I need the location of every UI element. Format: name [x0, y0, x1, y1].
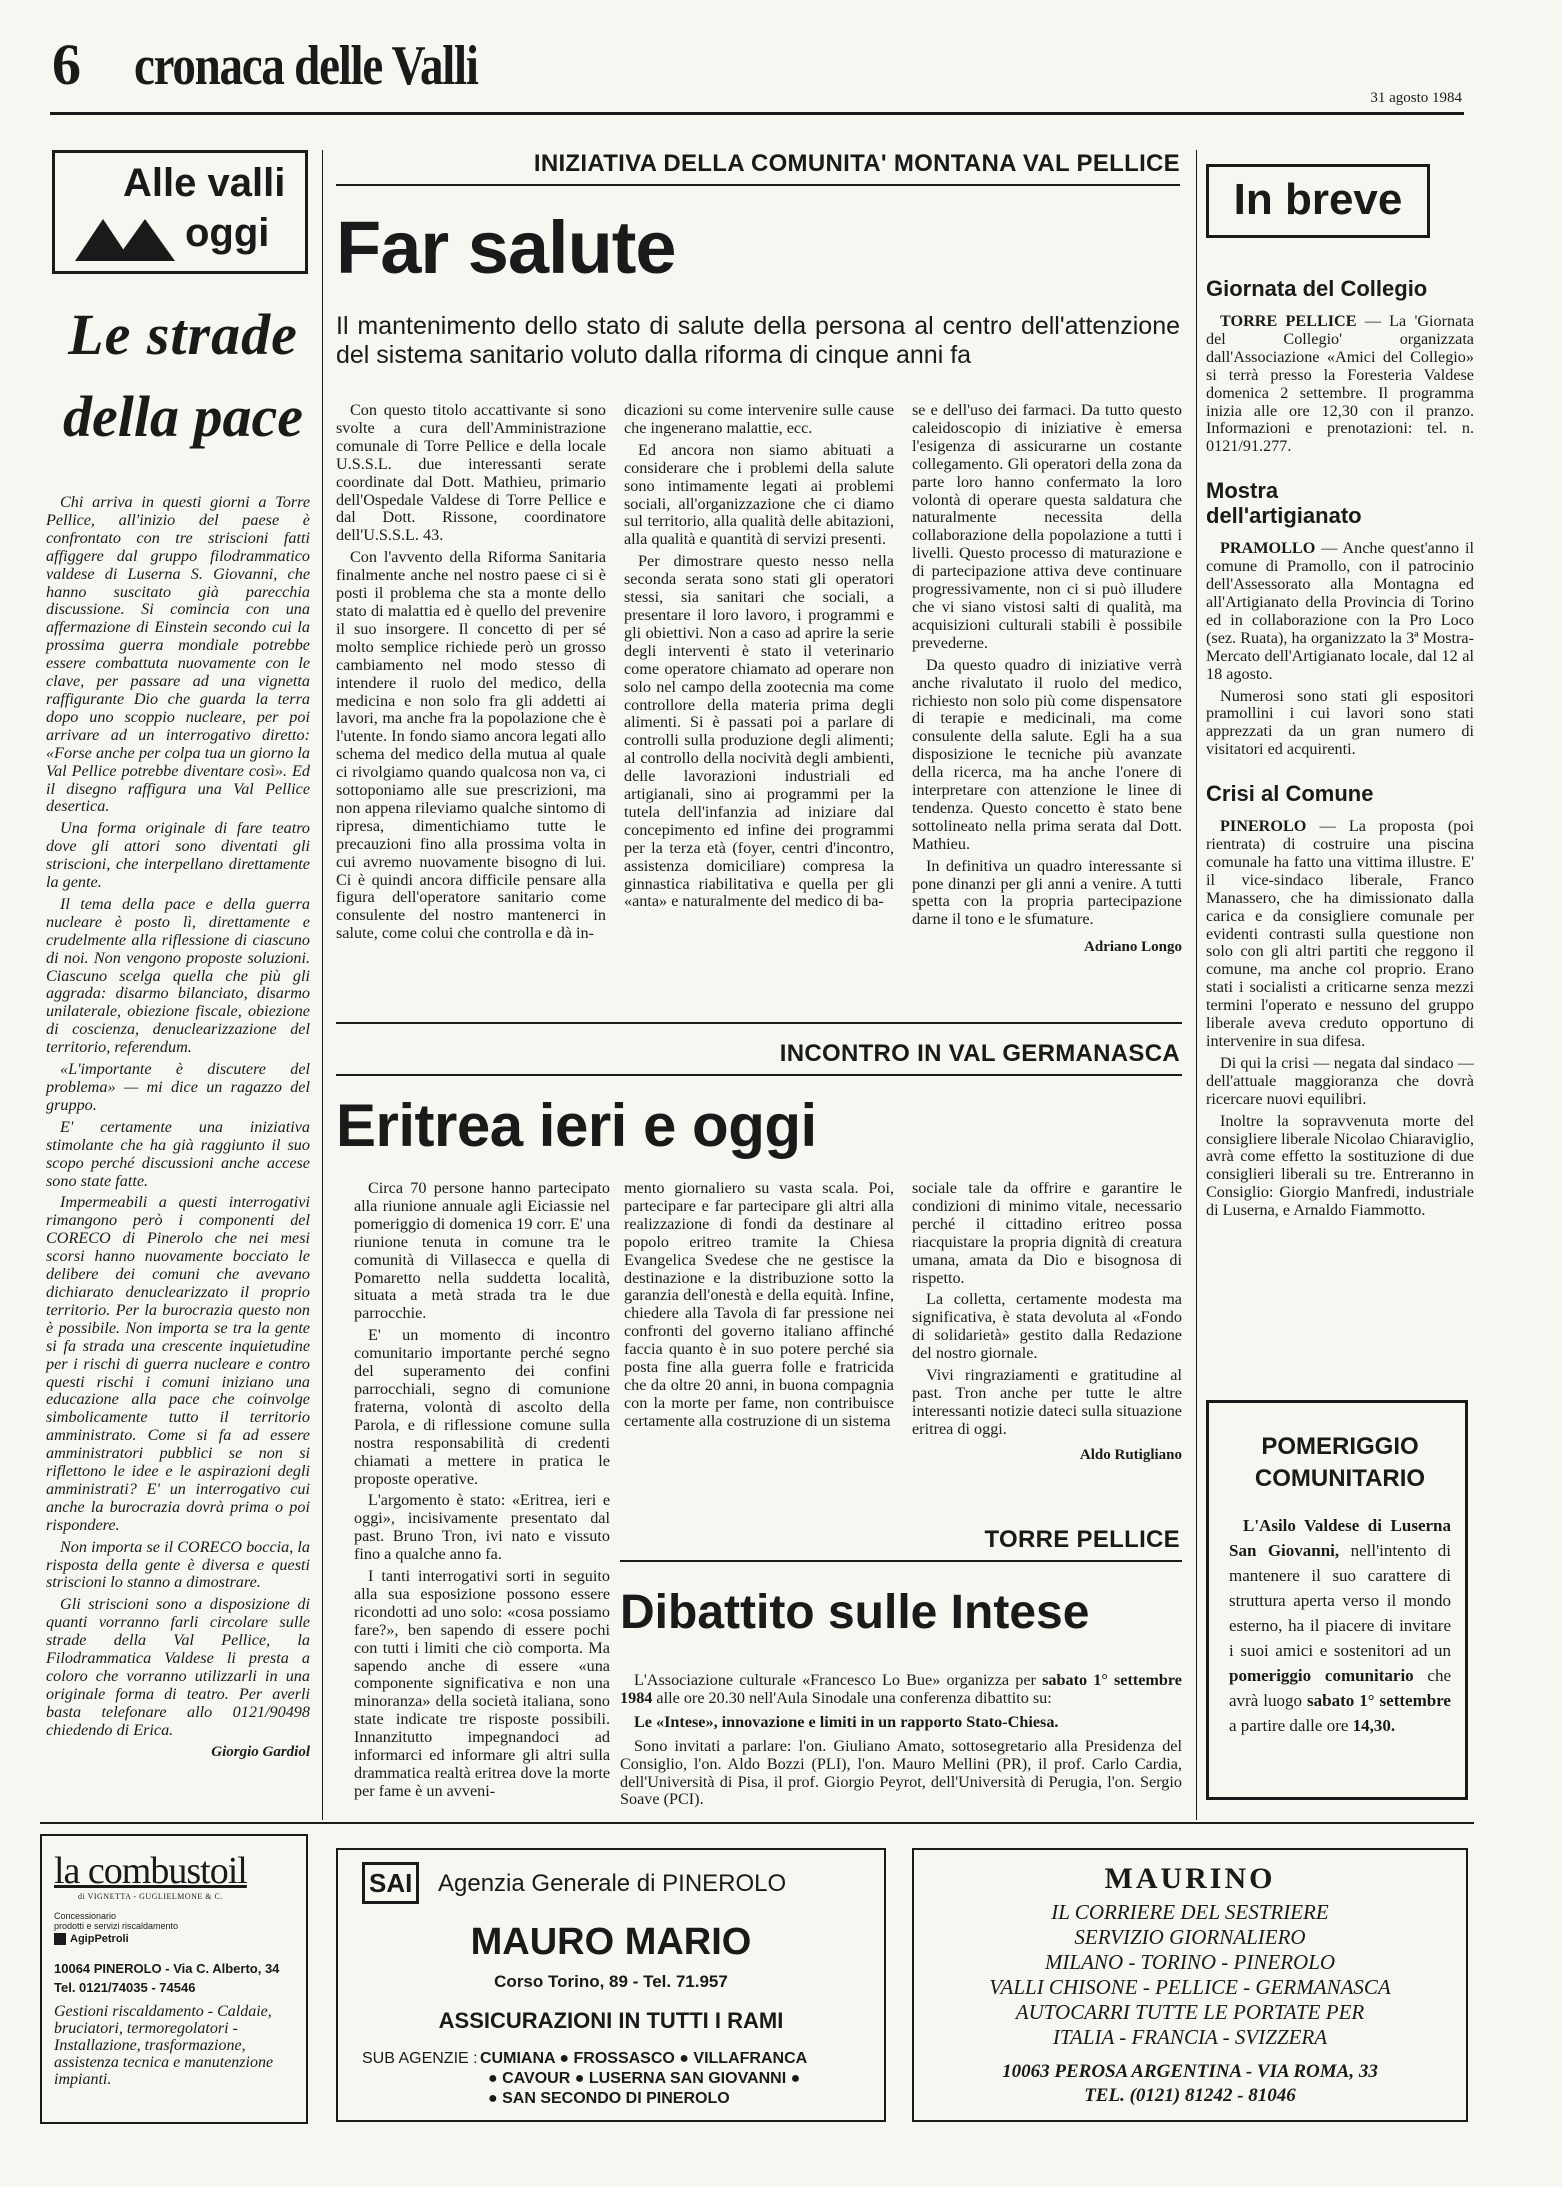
paragraph: Con questo titolo accattivante si sono svolte a cura dell'Amministrazione comunale di Torre Pellice e della locale U.S.S.L. due interessanti serate coordinate dal Dott. Mathieu, primario dell'Ospedale Valdese di Torre Pellice e dal Dott. Rissone, coordinatore dell'U.S.S.L. 43.	[336, 401, 606, 545]
brief-title: Mostra dell'artigianato	[1206, 478, 1362, 529]
paragraph: Sono invitati a parlare: l'on. Giuliano Amato, sottosegretario alla Presidenza del Consiglio, l'on. Aldo Bozzi (PLI), l'on. Mauro Mellini (PR), il prof. Carlo Cardia, dell'Università di Pisa, il prof. Giorgio Peyrot, dell'Università di Perugia, l'on. Sergio Soave (PCI).	[620, 1736, 1182, 1809]
brand-name: AgipPetroli	[70, 1933, 129, 1945]
maurino-logo: MAURINO	[1104, 1862, 1276, 1895]
paragraph: Ed ancora non siamo abituati a considerare che i problemi della salute sono intimamente legati ai problemi sociali, all'organizzazione che ci diamo sul territorio, alla qualità delle abitazioni, alla qualità e quantità di servizi presenti.	[624, 440, 894, 549]
topic: Le «Intese», innovazione e limiti in un rapporto Stato-Chiesa.	[634, 1712, 1059, 1731]
paragraph: Non importa se il CORECO boccia, la risposta della gente è diversa e questi striscioni lo stanno a dimostrare.	[46, 1537, 310, 1592]
paragraph: Vivi ringraziamenti e gratitudine al past. Tron anche per tutte le altre interessanti notizie dateci sulla situazione eritrea di oggi.	[912, 1366, 1182, 1438]
author: Giorgio Gardiol	[211, 1743, 310, 1760]
maurino-line: SERVIZIO GIORNALIERO	[1074, 1925, 1306, 1949]
paragraph: sociale tale da offrire e garantire le condizioni di minimo vitale, necessario perché il cittadino eritreo possa riacquistare la propria dignità di creatura umana, amata da Dio e bisognosa di rispetto.	[912, 1179, 1182, 1287]
mountains-icon	[75, 215, 185, 261]
in-breve-title: In breve	[1233, 175, 1403, 224]
intese-kicker: TORRE PELLICE	[984, 1526, 1180, 1553]
maurino-line: VALLI CHISONE - PELLICE - GERMANASCA	[989, 1975, 1391, 1999]
text: L'Associazione culturale «Francesco Lo Bue» organizza per	[634, 1671, 1043, 1689]
text: 14,30.	[1352, 1716, 1396, 1735]
kicker-rule	[336, 1074, 1182, 1076]
far-salute-headline: Far salute	[336, 206, 676, 289]
text: L'Asilo Valdese di Luserna San Giovanni,	[1229, 1516, 1451, 1560]
paragraph: Da questo quadro di iniziative verrà anche rivalutato il ruolo del medico, richiesto non solo più come dispensatore di terapie e medicinali, ma come consulente della salute. Egli ha a sua disposizione le tecniche più avanzate della ricerca, ma ha anche l'onere di interpretare con attenzione le linee di tendenza. Questo concetto è stato bene sottolineato nella prima serata dal Dott. Mathieu.	[912, 655, 1182, 853]
brief-text: Inoltre la sopravvenuta morte del consigliere liberale Nicolao Chiaraviglio, avrà come effetto la sostituzione di due consiglieri liberali su tre. Entreranno in Consiglio: Giorgio Manfredi, industriale di Luserna, e Arnaldo Fiammotto.	[1206, 1111, 1474, 1220]
agip-brand	[54, 1933, 296, 1945]
combustoil-logo-sub: di VIGNETTA - GUGLIELMONE & C.	[78, 1892, 223, 1901]
eritrea-col3	[912, 1180, 1182, 1464]
brief-place: PINEROLO	[1220, 817, 1307, 836]
pomeriggio-title-1: POMERIGGIO	[1261, 1433, 1419, 1460]
maurino-line: MILANO - TORINO - PINEROLO	[1044, 1950, 1336, 1974]
combustoil-logo: la combustoil	[54, 1850, 247, 1892]
paragraph: Il tema della pace e della guerra nucleare è posto lì, direttamente e crudelmente alla riflessione di ciascuno di noi. Non vengono proposte soluzioni. Ciascuno scelga quella che più gli aggrada: disarmo bilanciato, disarmo unilaterale, obiezione fiscale, obiezione di coscienza, denuclearizzazione del territorio, referendum.	[46, 894, 310, 1057]
sai-sub2: ● CAVOUR ● LUSERNA SAN GIOVANNI ●	[488, 2070, 801, 2087]
far-salute-subhead: Il mantenimento dello stato di salute della persona al centro dell'attenzione del sistema sanitario voluto dalla riforma di cinque anni fa	[336, 312, 1180, 369]
sai-sub1: CUMIANA ● FROSSASCO ● VILLAFRANCA	[480, 2050, 808, 2067]
author: Adriano Longo	[1084, 939, 1182, 956]
in-breve-box	[1206, 164, 1430, 238]
brief-text: Numerosi sono stati gli espositori pramollini i cui lavori sono stati apprezzati da un gran numero di visitatori ed acquirenti.	[1206, 686, 1474, 759]
maurino-line: IL CORRIERE DEL SESTRIERE	[1051, 1900, 1329, 1924]
paragraph: E' certamente una iniziativa stimolante che ha già raggiunto il suo scopo perché discussioni anche accese sono state fatte.	[46, 1117, 310, 1190]
masthead-rule	[50, 112, 1464, 115]
text: pomeriggio comunitario	[1229, 1666, 1414, 1685]
paragraph: dicazioni su come intervenire sulle cause che ingenerano malattie, ecc.	[624, 401, 894, 437]
text: sabato 1° settembre	[1307, 1691, 1451, 1710]
paragraph: Gli striscioni sono a disposizione di quanti vorranno farli circolare sulle strade della Val Pellice, la Filodrammatica Valdese li presta a coloro che vorranno utilizzarli in una originale forma di teatro. Per averli basta telefonare allo 0121/90498 chiedendo di Erica.	[46, 1595, 310, 1739]
sai-sub-label: SUB AGENZIE :	[362, 2050, 478, 2067]
far-salute-col2	[624, 402, 894, 915]
paragraph: E' un momento di incontro comunitario importante perché segno del superamento dei confini parrocchiali, segno di comunione fraterna, volontà di ascolto della Parola, e di riflessione comune sulla nostra responsabilità di credenti chiamati a mettere in pratica le proposte operative.	[354, 1326, 610, 1488]
text: sabato 1° settembre 1984	[620, 1671, 1182, 1707]
agip-dog-icon	[54, 1933, 66, 1945]
paragraph: L'argomento è stato: «Eritrea, ieri e oggi», incisivamente presentato dal past. Bruno Tron, ivi nato e vissuto fino a qualche anno fa.	[354, 1491, 610, 1564]
sai-agency: Agenzia Generale di PINEROLO	[438, 1870, 787, 1897]
far-salute-col3	[912, 402, 1182, 956]
maurino-address: 10063 PEROSA ARGENTINA - VIA ROMA, 33	[1002, 2061, 1378, 2082]
text: a partire dalle ore	[1229, 1716, 1353, 1735]
sai-name: MAURO MARIO	[470, 1921, 752, 1963]
ad-combustoil	[40, 1834, 308, 2124]
far-salute-kicker: INIZIATIVA DELLA COMUNITA' MONTANA VAL PELLICE	[533, 150, 1180, 177]
title-line2: della pace	[63, 384, 303, 449]
brief-title: Giornata del Collegio	[1206, 276, 1428, 301]
eritrea-col2	[624, 1180, 894, 1435]
paragraph: se e dell'uso dei farmaci. Da tutto questo caleidoscopio di iniziative è emersa l'esigenza di assicurarne un costante collegamento. Gli operatori della zona da parte loro hanno confermato la loro volontà di operare questa saldatura che naturalmente necessita della collaborazione della popolazione a tutti i livelli. Questo processo di maturazione e di partecipazione attiva deve continuare progressivamente, non ci si può illudere che vi siano vistosi salti di qualità, ma acquisizioni culturali stabili è possibile prevederne.	[912, 401, 1182, 652]
eritrea-kicker: INCONTRO IN VAL GERMANASCA	[779, 1040, 1180, 1067]
text: — La 'Giornata del Collegio' organizzata dall'Associazione «Amici del Collegio» si terrà presso la Foresteria Valdese domenica 2 settembre. Il programma inizia alle ore 12,30 con il pranzo. Informazioni e prenotazioni: tel. n. 0121/91.277.	[1206, 312, 1475, 456]
column-divider	[1196, 150, 1197, 1820]
sai-logo: SAI	[362, 1862, 419, 1904]
paragraph: I tanti interrogativi sorti in seguito alla sua esposizione possono essere ricondotti ad uno solo: «cosa possiamo fare?», ben sapendo di essere pochi con tutti i limiti che ciò comporta. Ma sapendo anche di essere «una componente significativa e non una minoranza» della società italiana, sono state indicate tre risposte possibili. Innanzitutto impegnandoci ad informarci ed informare gli altri sulla drammatica realtà eritrea dove la morte per fame è un avveni-	[354, 1567, 610, 1800]
paragraph: La colletta, certamente modesta ma significativa, è stata devoluta al «Fondo di solidarietà» gestito dalla Redazione del nostro giornale.	[912, 1290, 1182, 1363]
author: Aldo Rutigliano	[1079, 1446, 1182, 1463]
brief-place: PRAMOLLO	[1220, 539, 1316, 558]
brief-text: Di qui la crisi — negata dal sindaco — dell'attuale maggioranza che dovrà ricercare nuovi equilibri.	[1206, 1053, 1474, 1108]
brief-text	[1206, 540, 1474, 683]
combustoil-address: 10064 PINEROLO - Via C. Alberto, 34	[54, 1961, 280, 1976]
left-article-title	[48, 300, 318, 452]
box-line1: Alle valli	[123, 161, 286, 205]
text: che avrà luogo	[1229, 1666, 1452, 1710]
in-breve-column	[1206, 276, 1474, 1224]
combustoil-tag1: Concessionario	[54, 1911, 117, 1921]
ads-rule	[40, 1822, 1474, 1824]
paragraph: mento giornaliero su vasta scala. Poi, partecipare e far partecipare gli altri alla realizzazione di fondi da destinare al popolo eritreo tramite la Chiesa Evangelica Svedese che ne gestisce la destinazione e la distribuzione sotto la garanzia dell'onestà e della equità. Infine, chiedere alla Tavola di far pressione nei confronti del governo italiano affinché faccia quanto è in suo potere perché sia posta fine alla guerra folle e fratricida che da oltre 20 anni, in buona compagnia con la morte per fame, non contribuisce certamente alla costruzione di un sistema	[624, 1179, 894, 1430]
alle-valli-oggi-box	[52, 150, 308, 274]
far-salute-col1	[336, 402, 606, 947]
combustoil-tag2: prodotti e servizi riscaldamento	[54, 1921, 179, 1931]
kicker-rule	[620, 1560, 1182, 1562]
paragraph: Con l'avvento della Riforma Sanitaria finalmente anche nel nostro paese ci si è posti il problema che sta a monte dello stato di malattia ed è quello del prevenire il suo insorgere. Il concetto di per sé molto semplice richiede però un grosso cambiamento nel modo stesso di intendere il ruolo del medico, della medicina e non solo fra gli addetti ai lavori, ma anche fra la popolazione che è l'utente. In fondo siamo ancora legati allo schema del medico della mutua al quale ci rivolgiamo quando qualcosa non va, ci sottoponiamo alle sue prescrizioni, ma non appena rileviamo qualche sintomo di ripresa, dimentichiamo tutte le precauzioni fino alla prossima volta in cui avremo nuovamente bisogno di lui. Ci è quindi ancora difficile pensare alla figura dell'operatore sanitario come consulente del nostro mantenerci in salute, come colui che controlla e dà in-	[336, 548, 606, 943]
text: nell'intento di mantenere il suo carattere di struttura aperta verso il mondo esterno, ha il piacere di invitare i suoi amici e sostenitori ad un	[1229, 1541, 1451, 1660]
intese-body	[620, 1672, 1182, 1813]
combustoil-tel: Tel. 0121/74035 - 74546	[54, 1980, 196, 1995]
pomeriggio-box	[1206, 1400, 1468, 1800]
title-line1: Le strade	[68, 302, 298, 367]
sai-sub3: ● SAN SECONDO DI PINEROLO	[488, 2090, 730, 2107]
paragraph: Una forma originale di fare teatro dove gli attori sono diventati gli striscioni, che interpellano direttamente la gente.	[46, 819, 310, 892]
text: — Anche quest'anno il comune di Pramollo, con il patrocinio dell'Assessorato alla Montagna ed all'Artigianato della Provincia di Torino ed in collaborazione con la Pro Loco (sez. Ruata), ha organizzato la 3ª Mostra-Mercato dell'Artigianato locale, dal 12 al 18 agosto.	[1206, 539, 1474, 683]
paragraph: Impermeabili a questi interrogativi rimangono però i componenti del CORECO di Pinerolo che nei mesi scorsi hanno nuovamente bocciato le delibere dei comuni che avevano dichiarato denuclearizzato il proprio territorio. Per la burocrazia questo non è possibile. Non importa se tra la gente si fa strada una crescente inquietudine per i rischi di guerra nucleare e contro questi rischi i comuni iniziano una educazione alla pace che coinvolge simbolicamente tutto il territorio amministrato. Come si fa ad essere amministratori pubblici se non si riflettono le idee e le aspirazioni degli amministrati? E' un interrogativo cui anche la burocrazia dovrà prima o poi rispondere.	[46, 1193, 310, 1534]
paragraph: «L'importante è discutere del problema» — mi dice un ragazzo del gruppo.	[46, 1060, 310, 1114]
column-divider	[322, 150, 323, 1820]
maurino-line: ITALIA - FRANCIA - SVIZZERA	[1052, 2025, 1328, 2049]
brief-text	[1206, 818, 1474, 1051]
masthead	[52, 30, 1462, 110]
eritrea-headline: Eritrea ieri e oggi	[336, 1092, 817, 1159]
intese-headline: Dibattito sulle Intese	[620, 1586, 1090, 1639]
brief-text	[1206, 313, 1474, 456]
paragraph: Per dimostrare questo nesso nella seconda serata sono stati gli operatori stessi, sia sanitari che sociali, a presentare il loro lavoro, i programmi e gli obiettivi. Non a caso ad aprire la serie degli interventi è stato il veterinario come operatore chiamato ad operare non solo nel campo della zootecnia ma come controllore della materia prima degli alimenti. Si è passati poi a parlare di controlli sulla produzione degli alimenti; al controllo della nocività degli ambienti, delle lavorazioni industriali ed artigianali, sino ai programmi per la tutela dell'infanzia ad iniziare dal concepimento ed infine dei programmi per la terza età (foyer, centri d'incontro, assistenza domiciliare) compresa la ginnastica riabilitativa e quella per gli «anta» e naturalmente del medico di ba-	[624, 552, 894, 911]
paragraph	[620, 1672, 1182, 1708]
maurino-line: AUTOCARRI TUTTE LE PORTATE PER	[1015, 2000, 1365, 2024]
pomeriggio-title-2: COMUNITARIO	[1254, 1465, 1426, 1492]
paragraph: In definitiva un quadro interessante si pone dinanzi per gli anni a venire. A tutti spetta con la propria partecipazione darne il tono e le sfumature.	[912, 856, 1182, 929]
text: — La proposta (poi rientrata) di costruire una piscina comunale ha fatto una vittima illustre. E' il vice-sindaco liberale, Franco Manassero, che ha dimissionato dalla carica e da consigliere comunale per evidenti contrasti sulla questione non solo con gli altri partiti che reggono il comune, ma anche col proprio. Erano stati i socialisti a criticarne senza mezzi termini l'operato e nessuno del gruppo liberale aveva creduto opportuno di intervenire in sua difesa.	[1206, 817, 1474, 1050]
page-number: 6	[52, 32, 81, 97]
paragraph: Chi arriva in questi giorni a Torre Pellice, all'inizio del paese è confrontato con tre striscioni fatti affiggere dal gruppo filodrammatico valdese di Luserna S. Giovanni, che hanno suscitato già parecchia discussione. Si comincia con una affermazione di Einstein secondo cui la prossima guerra mondiale potrebbe essere combattuta nuovamente con le clave, per passare ad una vignetta raffigurante Dio che guarda la terra dopo uno scoppio nucleare, per poi arrivare ad un interrogativo diretto: «Forse anche per colpa tua un giorno la Val Pellice potrebbe diventare così». Ed il disegno raffigura una Val Pellice desertica.	[46, 493, 310, 816]
sai-slogan: ASSICURAZIONI IN TUTTI I RAMI	[438, 2008, 784, 2033]
ad-sai	[336, 1848, 886, 2122]
text: alle ore 20.30 nell'Aula Sinodale una conferenza dibattito su:	[652, 1688, 1052, 1707]
kicker-rule	[336, 184, 1180, 186]
brief-place: TORRE PELLICE	[1220, 312, 1357, 330]
section-rule	[336, 1022, 1182, 1024]
left-article-body	[46, 494, 310, 1761]
pomeriggio-text	[1229, 1513, 1451, 1738]
eritrea-col1	[354, 1180, 610, 1805]
paragraph: Circa 70 persone hanno partecipato alla riunione annuale agli Eiciassie nel pomeriggio di domenica 19 corr. E' una riunione tenuta in comune tra le comunità di Villasecca e quella di Pomaretto nella suddetta località, situata a metà strada tra le due parrocchie.	[354, 1179, 611, 1323]
sai-address: Corso Torino, 89 - Tel. 71.957	[494, 1972, 728, 1991]
maurino-tel: TEL. (0121) 81242 - 81046	[1084, 2085, 1296, 2106]
issue-date: 31 agosto 1984	[1370, 90, 1462, 106]
box-line2: oggi	[185, 211, 270, 255]
section-title: cronaca delle Valli	[134, 35, 478, 97]
ad-maurino	[912, 1848, 1468, 2122]
combustoil-services: Gestioni riscaldamento - Caldaie, bruciatori, termoregolatori - Installazione, trasformazione, assistenza tecnica e manutenzione impianti.	[54, 2003, 274, 2088]
brief-title: Crisi al Comune	[1206, 781, 1374, 807]
